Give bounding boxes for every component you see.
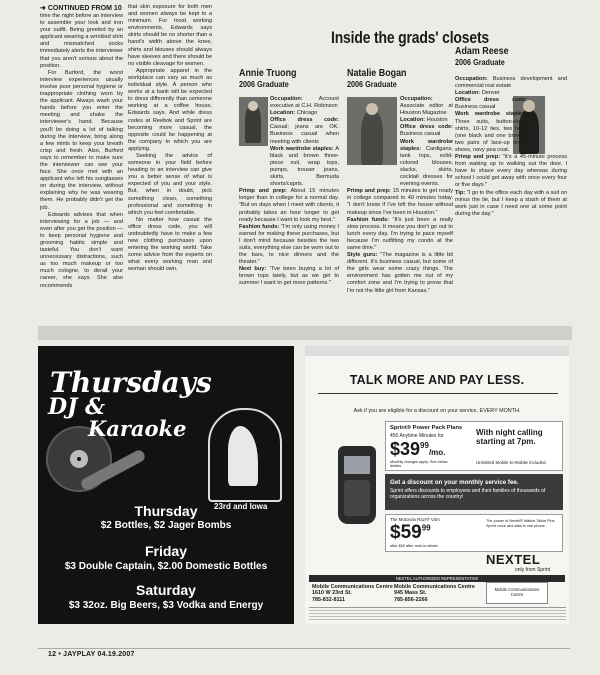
nextel-headline: TALK MORE AND PAY LESS.	[349, 373, 525, 387]
continued-arrow-icon: ➜	[40, 5, 46, 12]
grad-name: Annie Truong	[239, 67, 297, 79]
ad-title: Thursdays	[50, 366, 212, 399]
phone-price: $\$59^{99}$	[390, 522, 431, 543]
plan-title: Sprint® Power Pack Plans	[390, 425, 463, 431]
store-address: 1610 W 23rd St.	[312, 590, 352, 597]
nextel-logo-sub: only from Sprint	[515, 567, 551, 573]
deal-thursday: $2 Bottles, $2 Jager Bombs	[100, 520, 232, 531]
day-thursday: Thursday	[134, 503, 198, 519]
plan-box	[385, 421, 563, 471]
store-phone: 785-856-2266	[394, 596, 428, 603]
phone-model: The Motorola Razr® V3m	[390, 517, 440, 522]
paragraph: that skin exposure for both men and women always be kept to a minimum. For most working environments, Edwards says skirts should be no shorter than a hand's width above the knee, shirts and blouses should always have sleeves and there should be no visible cleavage for women.	[128, 4, 212, 67]
paragraph: time the night before an interview to assemble your look and iron your outfit. Being greeted by an applicant wearing a wrinkled shirt and mismatched socks immediately alerts the interviewer that you aren't serious about the position.	[40, 13, 124, 69]
discount-body: Sprint offers discounts to employees and their families of thousands of organizations across the country!	[390, 488, 546, 500]
deal-friday: $3 Double Captain, $2.00 Domestic Bottles	[64, 561, 268, 572]
phone-feature: The power of Nextel® Walkie-Talkie Plus Sprint voice and data in one phone.	[486, 519, 555, 528]
ad-dj: DJ &	[48, 394, 106, 420]
unlimited-note: Unlimited Mobile-to-Mobile included.	[476, 460, 547, 465]
footer-rule	[38, 648, 570, 649]
plan-note: Monthly charges apply. See below details.	[390, 460, 448, 468]
phone-image	[338, 446, 376, 524]
paragraph: Edwards advises that when interviewing for a job — and even after you get the position — to keep personal hygiene and grooming habits simple and tasteful. You don't want unnecessary distractions, such as too much makeup or too much cologne, to derail your career, she says. She also recommends	[40, 211, 123, 289]
article-column-1	[40, 13, 123, 290]
grad-heading-natalie	[347, 67, 417, 89]
grad-year: 2006 Graduate	[239, 79, 289, 89]
closets-title: Inside the grads' closets	[330, 28, 490, 47]
discount-box	[385, 474, 563, 510]
grad-year: 2006 Graduate	[455, 57, 505, 67]
paragraph: Appropriate apparel in the workplace can vary as much as individual style. A person who works at a bank will be expected to dress differently than someone working at a coffee house, Edwards says. And while dress codes at Reebok and Sprint are becoming more casual, the opposite could be happening at the company to which you are applying.	[128, 67, 212, 152]
grad-year: 2006 Graduate	[347, 79, 397, 89]
day-saturday: Saturday	[136, 582, 196, 598]
paragraph: Seeking the advice of someone in your field before heading to an interview can give you a better sense of what is expected of you and your style. But, when in doubt, pick something clean, something professional and something in which you feel comfortable.	[128, 152, 212, 216]
paragraph: No matter how casual the office dress code, you will undoubtedly have to make a few new clothing purchases upon entering the working world. Take some advice from the experts on what every working man and woman should own.	[128, 216, 212, 273]
store-logo: Mobile Communications Centre	[486, 582, 548, 604]
night-calling: With night calling starting at 7pm.	[476, 428, 543, 446]
phone-note: after $50 after mail-in rebate.	[390, 544, 439, 548]
discount-head: Get a discount on your monthly service fee.	[390, 479, 519, 486]
nextel-logo: NEXTEL	[486, 552, 541, 567]
grad-name: Natalie Bogan	[347, 67, 407, 79]
nextel-subhead: Ask if you are eligible for a discount on your service, EVERY MONTH.	[353, 408, 521, 414]
grad-heading-adam	[455, 45, 518, 67]
grad-details-natalie: Occupation: Associate editor at Houston Magazine Location: Houston Office dress code: Business casual Work wardrobe staples: Cardigans, tank tops, solid-colored blouses, slacks, skirts, cocktail dresses for evening events. Primp and prep: 15 minutes to get ready in college compared to 40 minutes today. "I don't know if I've left the house without makeup since I've been in Houston." Fashion funds: "It's just been a really slow process. It means you don't go out to lunch every day. I'm trying to pace myself because I'm outfitting my condo at the same time." Style guru: "The magazine is a little bit different. It's business casual, but some of the girls wear some crazy things. The environment has gotten me out of my comfort zone and I'm trying to prove that I'm not the little girl from Kansas."	[347, 96, 454, 294]
article-column-2	[128, 4, 212, 274]
plan-price: $\$39^{99}/mo$.	[390, 439, 446, 459]
deal-saturday: $3 32oz. Big Beers, $3 Vodka and Energy	[68, 600, 264, 611]
ad-karaoke: Karaoke	[88, 416, 187, 441]
authorized-rep-bar: NEXTEL AUTHORIZED REPRESENTATIVE	[309, 575, 565, 582]
store-address: 945 Mass St.	[394, 590, 427, 597]
grad-name: Adam Reese	[455, 45, 509, 57]
store-phone: 785-832-8111	[312, 596, 345, 603]
page-folio: 12 • JAYPLAY 04.19.2007	[48, 651, 135, 658]
store-2	[394, 584, 475, 603]
store-name: Mobile Communications Centre	[312, 584, 393, 590]
grad-heading-annie	[239, 67, 307, 89]
grad-details-adam: Occupation: Business development and commercial real estate Location: Denver Office dress code: Business casual Work wardrobe staples: Three suits, button-down shirts, 10-12 ties, two belts (one black and one brown), two pairs of lace-up dress shoes, navy pea coat. Primp and prep: "It's a 45-minute process from waking up to walking out the door. I have to shave every day whereas during school I could get away with once every four or five days." Tip: "I go to the office each day with a suit on minus the tie, but I keep a stash of them at work just in case I need one at some point during the day."	[455, 76, 568, 217]
grad-details-annie: Occupation: Account executive at C.H. Robinson Location: Chicago Office dress code: Casual; jeans are OK. Business casual when meeting with clients Work wardrobe staples: A black and brown three-piece suit, wrap tops, pumps, trouser jeans, skirts, Bermuda shorts/capris. Primp and prep: About 15 minutes longer than in college for a normal day. "But on days when I meet with clients, it probably takes an hour longer to get ready because I want to look my best." Fashion funds: "I'm only using money I earned for making these purchases, but I don't mind because besides the two suits, everything else can be worn out to the bars, to nice dinners and the theater." Next buy: "I've been buying a lot of brown tops lately, but as we get to summer I want to get more patterns."	[239, 96, 340, 287]
paragraph: For Burford, the worst interview experiences usually involve poor personal hygiene or inappropriate clothing worn by the applicant. Always wash your hands before you enter the meeting and shake the interviewer's hand. Because you'll be doing a lot of talking during the interview, bring along a few mints to keep your breath crisp and fresh. Also, Burford says to remember to make sure the interviewer can see your face. She once met with an applicant who left his sunglasses on during the interview, without explaining why he was wearing them. He probably didn't get the job.	[40, 69, 123, 211]
phone-price-box	[385, 514, 563, 552]
fine-print	[309, 605, 566, 621]
store-name: Mobile Communications Centre	[394, 584, 475, 590]
ad-separator-band	[38, 326, 572, 340]
nextel-top-strip	[305, 346, 569, 356]
divider	[318, 393, 558, 394]
day-friday: Friday	[144, 543, 187, 559]
plan-minutes: 450 Anytime Minutes for	[390, 433, 444, 439]
store-1	[312, 584, 393, 603]
continued-label: ➜ CONTINUED FROM 10	[40, 5, 122, 12]
ad-location: 23rd and Iowa	[214, 502, 268, 511]
